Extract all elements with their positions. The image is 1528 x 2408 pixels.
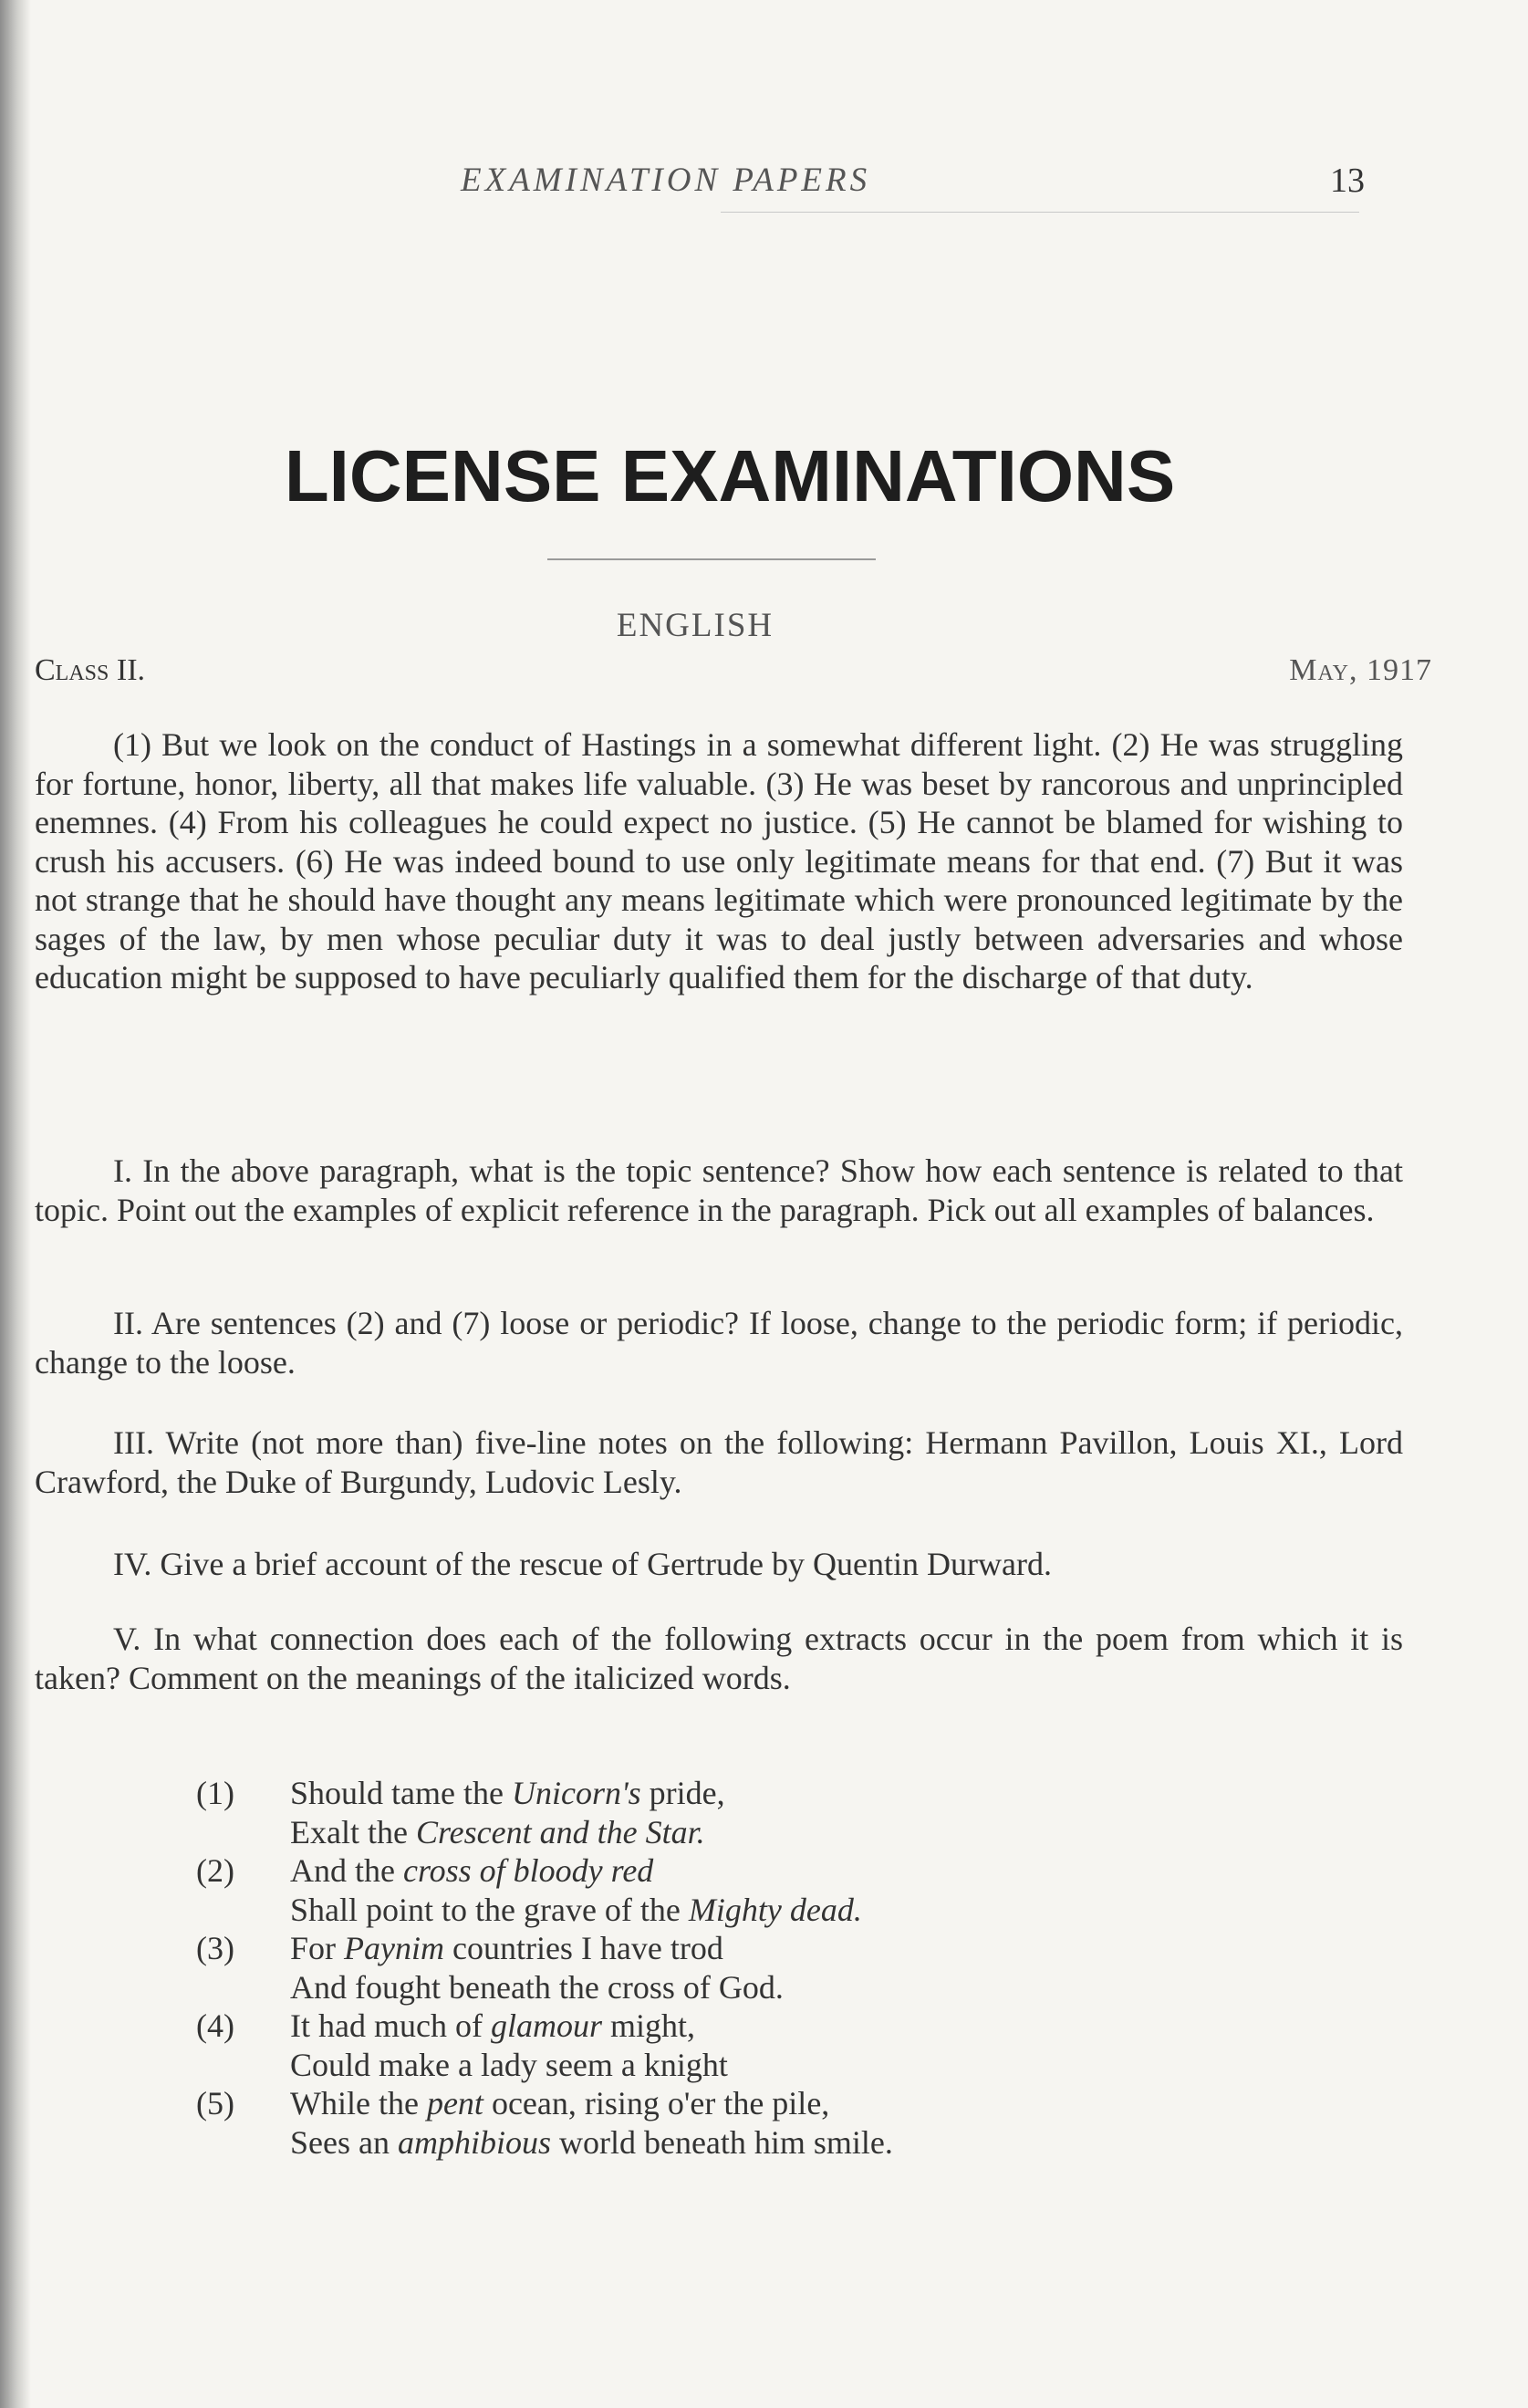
subject-heading: ENGLISH bbox=[616, 607, 774, 644]
extract-lines bbox=[290, 2084, 893, 2162]
extract-number: (4) bbox=[196, 2007, 234, 2044]
extract-line: Sees an amphibious world beneath him smile. bbox=[290, 2123, 893, 2161]
extract-lines bbox=[290, 1851, 862, 1929]
extract-line: Shall point to the grave of the Mighty dead. bbox=[290, 1891, 862, 1928]
extract-lines bbox=[290, 2007, 728, 2084]
question-1: I. In the above paragraph, what is the topic sentence? Show how each sentence is related to that topic. Point out the examples of explicit reference in the paragraph. Pick out all examples of balances. bbox=[35, 1152, 1403, 1228]
page-edge-shadow bbox=[0, 0, 31, 2408]
header-rule bbox=[721, 212, 1359, 213]
extract-line: Could make a lady seem a knight bbox=[290, 2046, 728, 2083]
extract-line: It had much of glamour might, bbox=[290, 2007, 695, 2044]
question-3: III. Write (not more than) five-line notes on the following: Hermann Pavillon, Louis XI., Lord Crawford, the Duke of Burgundy, Ludovic Lesly. bbox=[35, 1424, 1403, 1500]
question-5: V. In what connection does each of the following extracts occur in the poem from which it is taken? Comment on the meanings of the italicized words. bbox=[35, 1621, 1403, 1696]
extract-number: (5) bbox=[196, 2085, 234, 2121]
extract-line: While the pent ocean, rising o'er the pile, bbox=[290, 2085, 830, 2121]
extract-3 bbox=[196, 1929, 1108, 2007]
question-2: II. Are sentences (2) and (7) loose or periodic? If loose, change to the periodic form; if periodic, change to the loose. bbox=[35, 1305, 1403, 1381]
extract-line: And the cross of bloody red bbox=[290, 1852, 654, 1889]
extract-list bbox=[196, 1774, 1108, 2162]
extract-2 bbox=[196, 1851, 1108, 1929]
extract-5 bbox=[196, 2084, 1108, 2162]
extract-number: (2) bbox=[196, 1852, 234, 1889]
extract-line: Should tame the Unicorn's pride, bbox=[290, 1775, 725, 1811]
title-divider bbox=[547, 558, 876, 560]
extract-lines bbox=[290, 1774, 725, 1851]
page-title: LICENSE EXAMINATIONS bbox=[284, 435, 1176, 516]
question-4: IV. Give a brief account of the rescue of Gertrude by Quentin Durward. bbox=[113, 1546, 1052, 1582]
extract-line: Exalt the Crescent and the Star. bbox=[290, 1813, 705, 1850]
exam-date: May, 1917 bbox=[1289, 653, 1432, 687]
extract-4 bbox=[196, 2007, 1108, 2084]
extract-number: (3) bbox=[196, 1930, 234, 1966]
extract-1 bbox=[196, 1774, 1108, 1851]
extract-lines bbox=[290, 1929, 784, 2007]
running-head: EXAMINATION PAPERS bbox=[461, 162, 871, 199]
source-passage: (1) But we look on the conduct of Hastings in a somewhat different light. (2) He was struggling for fortune, honor, liberty, all that makes life valuable. (3) He was beset by rancorous and unprincipled enemnes. (4) From his colleagues he could expect no justice. (5) He cannot be blamed for wishing to crush his accusers. (6) He was indeed bound to use only legitimate means for that end. (7) But it was not strange that he should have thought any means legitimate which were pronounced legitimate by the sages of the law, by men whose peculiar duty it was to deal justly between adversaries and whose education might be supposed to have peculiarly qualified them for the discharge of that duty. bbox=[35, 726, 1403, 996]
extract-line: And fought beneath the cross of God. bbox=[290, 1968, 784, 2006]
extract-line: For Paynim countries I have trod bbox=[290, 1930, 723, 1966]
page-number: 13 bbox=[1330, 162, 1365, 200]
class-label: Class II. bbox=[35, 653, 146, 687]
extract-number: (1) bbox=[196, 1775, 234, 1811]
